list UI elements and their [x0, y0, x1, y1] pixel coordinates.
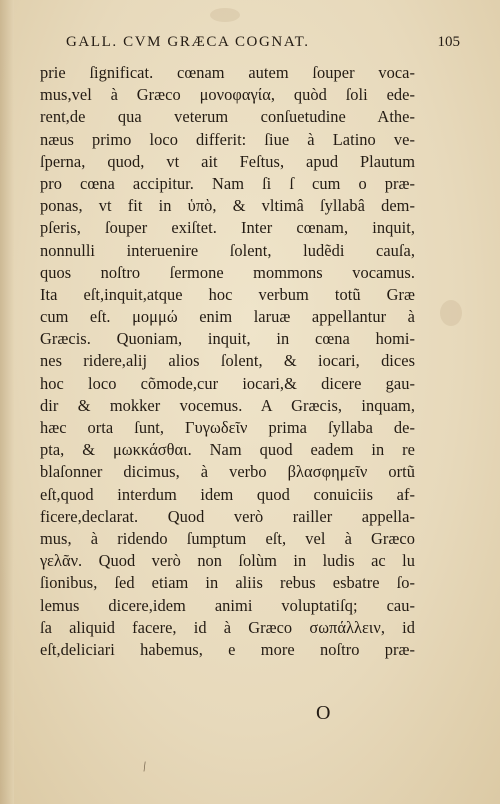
text-line: cum eſt. μομμώ enim laruæ appellantur à: [40, 307, 415, 327]
text-line: mus,vel à Græco μονοφαγία, quòd ſoli ede-: [40, 85, 415, 105]
text-line: hæc orta ſunt, Γυγωδεῖν prima ſyllaba de-: [40, 418, 415, 437]
running-head-title: GALL. CVM GRÆCA COGNAT.: [66, 34, 310, 50]
text-line: ficere,declarat. Quod verò railler appella-: [40, 506, 415, 526]
text-line: γελᾶν. Quod verò non ſolùm in ludis ac lu: [40, 551, 415, 571]
text-line: hoc loco cõmode,cur iocari,& dicere gau-: [40, 373, 415, 393]
text-line: blaſonner dicimus, à verbo βλασφημεῖν ortũ: [40, 462, 415, 482]
page-gutter-shadow: [0, 0, 14, 804]
text-line: ſperna, quod, vt ait Feſtus, apud Plautum: [40, 151, 415, 171]
text-line: ſionibus, ſed etiam in aliis rebus esbatre ſo-: [40, 573, 415, 593]
text-line: pſeris, ſouper exiſtet. Inter cœnam, inquit,: [40, 218, 415, 238]
body-text: [40, 62, 415, 661]
text-line: Græcis. Quoniam, inquit, in cœna homi-: [40, 329, 415, 349]
text-line: dir & mokker vocemus. A Græcis, inquam,: [40, 395, 415, 415]
text-line: nes ridere,alij alios ſolent, & iocari, dices: [40, 351, 415, 371]
text-line: eſt,quod interdum idem quod conuiciis af-: [40, 484, 415, 504]
text-line: mus, à ridendo ſumptum eſt, vel à Græco: [40, 528, 415, 548]
text-line: nonnulli interuenire ſolent, ludẽdi cauſa,: [40, 240, 415, 260]
text-line: quos noſtro ſermone mommons vocamus.: [40, 262, 415, 282]
text-line: pro cœna accipitur. Nam ſi ſ cum o præ-: [40, 173, 415, 193]
running-head: [40, 34, 460, 56]
text-line: rent,de qua veterum conſuetudine Athe-: [40, 107, 415, 127]
text-line: pta, & μωκκάσθαι. Nam quod eadem in re: [40, 440, 415, 460]
foxing-spot: [210, 8, 240, 22]
text-line: Ita eſt,inquit,atque hoc verbum totũ Græ: [40, 284, 415, 304]
catchword: O: [316, 702, 331, 724]
page-number: 105: [437, 34, 460, 50]
text-line: næus primo loco differit: ſiue à Latino ve-: [40, 129, 415, 149]
text-line: ſa aliquid facere, id à Græco σωπάλλειν, id: [40, 617, 415, 637]
stray-mark: /: [141, 759, 149, 776]
foxing-spot: [440, 300, 462, 326]
text-line: eſt,deliciari habemus, e more noſtro præ-: [40, 639, 415, 659]
text-line: prie ſignificat. cœnam autem ſouper voca-: [40, 63, 415, 82]
text-line: ponas, vt fit in ὑπὸ, & vltimâ ſyllabâ dem-: [40, 196, 415, 216]
text-line: lemus dicere,idem animi voluptatiſq; cau-: [40, 595, 415, 615]
